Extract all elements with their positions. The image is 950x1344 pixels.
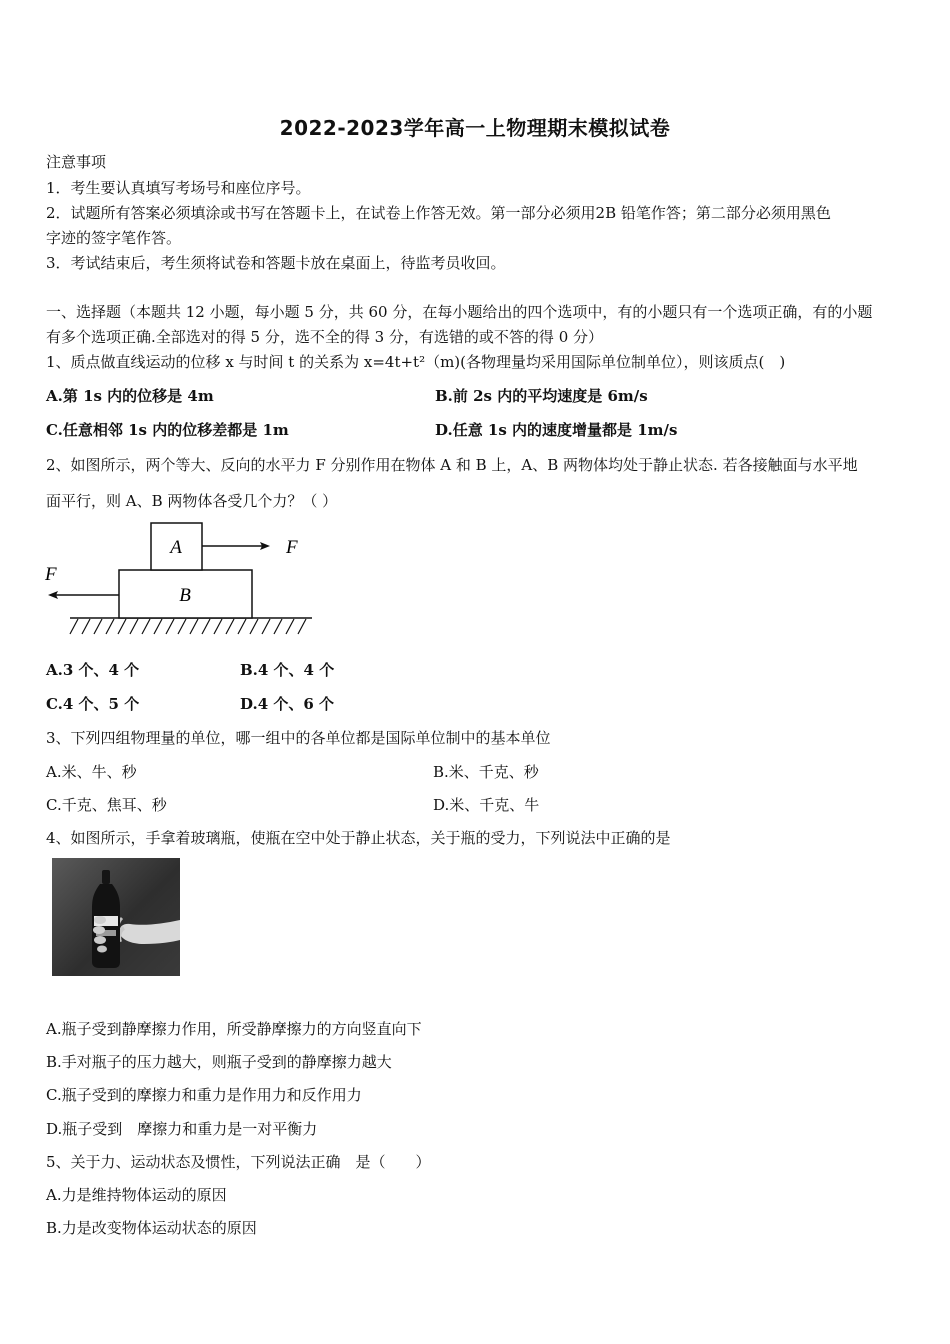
section-instructions-2: 有多个选项正确.全部选对的得 5 分，选不全的得 3 分，有选错的或不答的得 0 分）: [46, 328, 604, 346]
q5-option-b: B.力是改变物体运动状态的原因: [46, 1219, 257, 1237]
notice-item-2: 2．试题所有答案必须填涂或书写在答题卡上，在试卷上作答无效。第一部分必须用2B 铅笔作答；第二部分必须用黑色: [46, 204, 831, 222]
q4-option-c: C.瓶子受到的摩擦力和重力是作用力和反作用力: [46, 1086, 362, 1104]
q1-option-b: B.前 2s 内的平均速度是 6m/s: [435, 387, 648, 405]
notice-item-1: 1．考生要认真填写考场号和座位序号。: [46, 179, 311, 197]
q2-stem-1: 2、如图所示，两个等大、反向的水平力 F 分别作用在物体 A 和 B 上，A、B 两物体均处于静止状态. 若各接触面与水平地: [46, 456, 858, 474]
q1-stem: 1、质点做直线运动的位移 x 与时间 t 的关系为 x=4t+t²（m)(各物理量均采用国际单位制单位），则该质点( ): [46, 353, 786, 371]
notice-heading: 注意事项: [46, 153, 107, 171]
force-left-label: F: [45, 564, 57, 585]
q3-option-a: A.米、牛、秒: [46, 763, 137, 781]
q4-option-d: D.瓶子受到 摩擦力和重力是一对平衡力: [46, 1120, 318, 1138]
q5-stem: 5、关于力、运动状态及惯性，下列说法正确 是（ ）: [46, 1153, 431, 1171]
q2-stem-2: 面平行，则 A、B 两物体各受几个力？（ ）: [46, 492, 338, 510]
q3-option-b: B.米、千克、秒: [433, 763, 539, 781]
q4-stem: 4、如图所示，手拿着玻璃瓶，使瓶在空中处于静止状态，关于瓶的受力，下列说法中正确的是: [46, 829, 671, 847]
block-a-label: A: [170, 537, 182, 558]
q5-option-a: A.力是维持物体运动的原因: [46, 1186, 227, 1204]
q3-stem: 3、下列四组物理量的单位，哪一组中的各单位都是国际单位制中的基本单位: [46, 729, 551, 747]
bottle-in-hand-photo: [52, 858, 180, 976]
force-right-label: F: [286, 537, 298, 558]
q1-option-c: C.任意相邻 1s 内的位移差都是 1m: [46, 421, 289, 439]
q2-option-d: D.4 个、6 个: [240, 695, 335, 713]
notice-item-2-cont: 字迹的签字笔作答。: [46, 229, 182, 247]
q4-option-b: B.手对瓶子的压力越大，则瓶子受到的静摩擦力越大: [46, 1053, 392, 1071]
block-b-label: B: [179, 585, 191, 606]
q3-option-c: C.千克、焦耳、秒: [46, 796, 167, 814]
q1-option-a: A.第 1s 内的位移是 4m: [46, 387, 214, 405]
q1-option-d: D.任意 1s 内的速度增量都是 1m/s: [435, 421, 678, 439]
notice-item-3: 3．考试结束后，考生须将试卷和答题卡放在桌面上，待监考员收回。: [46, 254, 506, 272]
q3-option-d: D.米、千克、牛: [433, 796, 540, 814]
q2-option-b: B.4 个、4 个: [240, 661, 335, 679]
q2-option-a: A.3 个、4 个: [46, 661, 140, 679]
q2-option-c: C.4 个、5 个: [46, 695, 140, 713]
q2-force-diagram: [40, 518, 330, 643]
section-instructions-1: 一、选择题（本题共 12 小题，每小题 5 分，共 60 分，在每小题给出的四个选项中，有的小题只有一个选项正确，有的小题: [46, 303, 873, 321]
q4-option-a: A.瓶子受到静摩擦力作用，所受静摩擦力的方向竖直向下: [46, 1020, 422, 1038]
page-title: 2022-2023学年高一上物理期末模拟试卷: [279, 116, 671, 140]
bottle-photo-illustration: [52, 858, 180, 976]
